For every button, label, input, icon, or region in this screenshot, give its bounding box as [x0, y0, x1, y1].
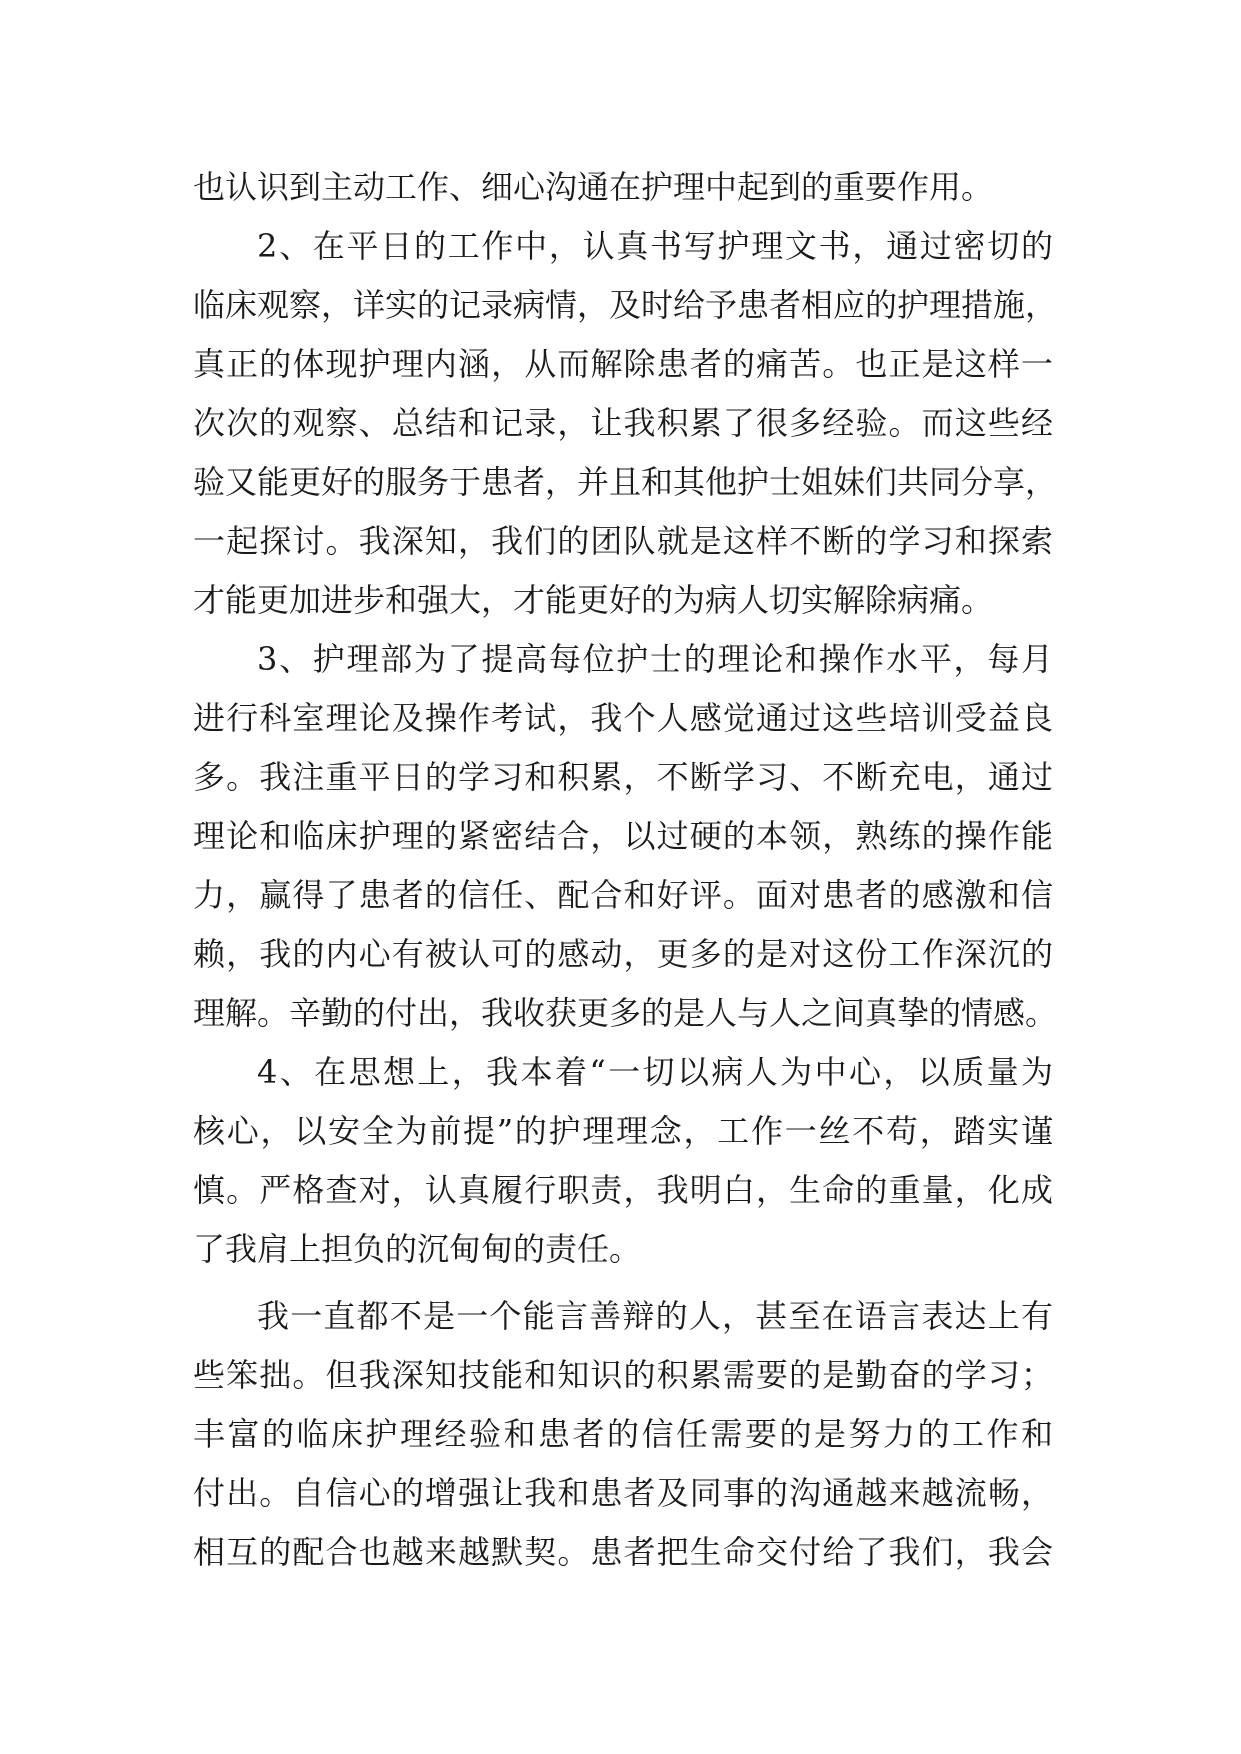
paragraph-start-line: 2、在平日的工作中，认真书写护理文书，通过密切的	[257, 227, 1053, 265]
text-line: 相互的配合也越来越默契。患者把生命交付给了我们，我会	[193, 1533, 1053, 1571]
text-line: 赖，我的内心有被认可的感动，更多的是对这份工作深沉的	[193, 935, 1053, 973]
text-line: 次次的观察、总结和记录，让我积累了很多经验。而这些经	[193, 404, 1053, 442]
text-line: 慎。严格查对，认真履行职责，我明白，生命的重量，化成	[193, 1171, 1053, 1209]
text-line: 核心，以安全为前提”的护理理念，工作一丝不苟，踏实谨	[193, 1112, 1053, 1150]
paragraph-start-line: 3、护理部为了提高每位护士的理论和操作水平，每月	[257, 640, 1053, 678]
text-line: 了我肩上担负的沉甸甸的责任。	[193, 1230, 642, 1268]
text-line: 些笨拙。但我深知技能和知识的积累需要的是勤奋的学习；	[193, 1356, 1053, 1394]
text-line: 也认识到主动工作、细心沟通在护理中起到的重要作用。	[193, 168, 994, 206]
text-line: 付出。自信心的增强让我和患者及同事的沟通越来越流畅，	[193, 1474, 1053, 1512]
text-line: 力，赢得了患者的信任、配合和好评。面对患者的感激和信	[193, 876, 1053, 914]
text-line: 才能更加进步和强大，才能更好的为病人切实解除病痛。	[193, 581, 994, 619]
text-line: 理解。辛勤的付出，我收获更多的是人与人之间真挚的情感。	[193, 994, 1058, 1032]
text-line: 丰富的临床护理经验和患者的信任需要的是努力的工作和	[193, 1415, 1053, 1453]
paragraph-start-line: 4、在思想上，我本着“一切以病人为中心，以质量为	[257, 1053, 1053, 1091]
text-line: 多。我注重平日的学习和积累，不断学习、不断充电，通过	[193, 758, 1053, 796]
text-line: 验又能更好的服务于患者，并且和其他护士姐妹们共同分享，	[193, 463, 1058, 501]
text-line: 真正的体现护理内涵，从而解除患者的痛苦。也正是这样一	[193, 345, 1053, 383]
paragraph-start-line: 我一直都不是一个能言善辩的人，甚至在语言表达上有	[257, 1297, 1053, 1335]
text-line: 临床观察，详实的记录病情，及时给予患者相应的护理措施，	[193, 286, 1058, 324]
text-line: 理论和临床护理的紧密结合，以过硬的本领，熟练的操作能	[193, 817, 1053, 855]
text-line: 一起探讨。我深知，我们的团队就是这样不断的学习和探索	[193, 522, 1053, 560]
text-line: 进行科室理论及操作考试，我个人感觉通过这些培训受益良	[193, 699, 1053, 737]
